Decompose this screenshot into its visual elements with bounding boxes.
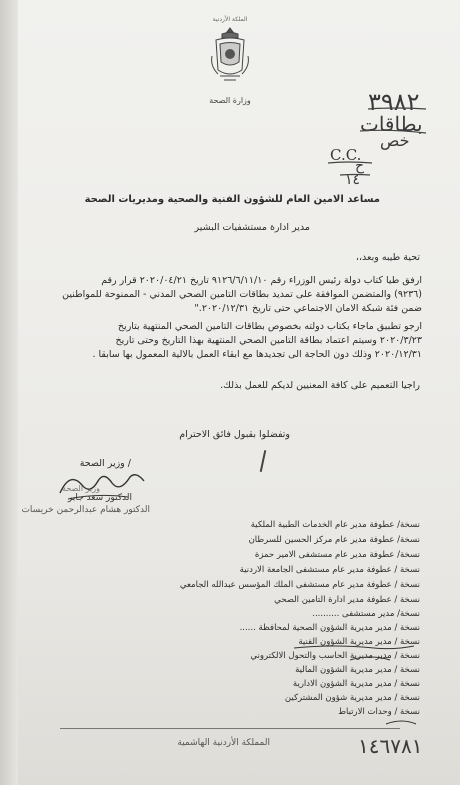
- cc-item-2: نسخة/ عطوفة مدير عام مركز الحسين للسرطان: [248, 535, 420, 545]
- handwritten-sign-note: خص: [380, 131, 410, 150]
- handwritten-cc-note: C.C.: [330, 146, 362, 164]
- body-line-3: ضمن فئة شبكة الامان الاجتماعي حتى تاريخ ٢٠٢٠/١٢/٣١.": [194, 303, 422, 314]
- cc-item-1: نسخة/ عطوفة مدير عام الخدمات الطبية الملكية: [250, 520, 420, 530]
- footer-country: المملكة الأردنية الهاشمية: [177, 738, 270, 748]
- cc-item-5: نسخة / عطوفة مدير عام مستشفى الملك المؤسس عبدالله الجامعي: [179, 580, 420, 590]
- cc-item-6: نسخة / عطوفة مدير ادارة التامين الصحي: [274, 595, 420, 605]
- signature-stamp: وزير الصحة: [62, 484, 100, 493]
- cc-item-8: نسخة / مدير مديرية الشؤون الصحية لمحافظة ......: [239, 623, 420, 633]
- body-line-5: ٢٠٢٠/٣/٢٣ وسيتم اعتماد بطاقة التامين الصحي المنتهية بهذا التاريخ وحتى تاريخ: [115, 335, 422, 346]
- greeting: تحية طيبه وبعد،،: [355, 252, 420, 263]
- addressee-line-2: مدير ادارة مستشفيات البشير: [194, 222, 310, 233]
- closing-line: وتفضلوا بقبول فائق الاحترام: [179, 429, 290, 440]
- footer-rule: [60, 728, 400, 729]
- cc-item-3: نسخة/ عطوفة مدير عام مستشفى الامير حمزة: [254, 550, 420, 560]
- cc-item-14: نسخة / وحدات الارتباط: [338, 707, 420, 717]
- body-line-2: (٩٢٣٦) والمتضمن الموافقة على تمديد بطاقات التامين الصحي المدني - الممنوحة للمواطنين: [62, 289, 422, 300]
- handwritten-mark-a: ح: [355, 158, 365, 174]
- footer-handwritten-number: ١٤٦٧٨١: [358, 734, 423, 758]
- body-line-1: ارفق طيا كتاب دولة رئيس الوزراء رقم ٩١٢٦/٦/١١/١٠ تاريخ ٢٠٢٠/٠٤/٢١ قرار رقم: [101, 275, 422, 286]
- cc-item-9: نسخة / مدير مديرية الشؤون الفنية: [298, 637, 420, 647]
- cc-item-11: نسخة / مدير مديرية الشؤون المالية: [295, 665, 420, 675]
- ministry-name: وزارة الصحة: [209, 96, 251, 105]
- addressee-line-1: مساعد الامين العام للشؤون الفنية والصحية ومديريات الصحة: [84, 194, 380, 205]
- signature-handwritten-name: الدكتور هشام عبدالرحمن خريسات: [21, 505, 150, 515]
- crown-text: الملكة الأردنية: [212, 16, 248, 23]
- page-edge-shadow: [0, 0, 18, 785]
- cc-item-10: نسخة / مدير مديرية الحاسب والتحول الالكتروني: [250, 651, 420, 661]
- handwritten-ref-number: ٣٩٨٢: [368, 88, 420, 116]
- body-line-4: ارجو تطبيق ماجاء بكتاب دولته بخصوص بطاقات التامين الصحي المنتهية بتاريخ: [117, 321, 422, 332]
- signature-mark: [260, 450, 266, 472]
- signature-name: الدكتور سعد جابر: [67, 493, 132, 503]
- signature-title: / وزير الصحة: [79, 458, 131, 469]
- coat-of-arms-emblem: [208, 26, 252, 92]
- handwritten-mark-b: ١٤: [345, 172, 361, 188]
- cc-item-4: نسخة / عطوفة مدير عام مستشفى الجامعة الاردنية: [239, 565, 420, 575]
- cc-item-12: نسخة / مدير مديرية الشؤون الادارية: [292, 679, 420, 689]
- cc-item-7: نسخة/ مدير مستشفى ..........: [312, 609, 420, 619]
- body-line-6: ٢٠٢٠/١٢/٣١ وذلك دون الحاجة الى تجديدها مع ابقاء العمل بالالية المعمول بها سابقا .: [92, 349, 422, 360]
- cc-item-13: نسخة / مدير مديرية شؤون المشتركين: [284, 693, 420, 703]
- handwritten-underlines: [320, 105, 430, 185]
- handwritten-dept-note: بطاقات: [360, 112, 423, 136]
- signature-scribble: [58, 465, 148, 505]
- request-line: راجيا التعميم على كافة المعنيين لديكم للعمل بذلك.: [220, 380, 420, 391]
- cc-list-handwriting: [290, 640, 430, 730]
